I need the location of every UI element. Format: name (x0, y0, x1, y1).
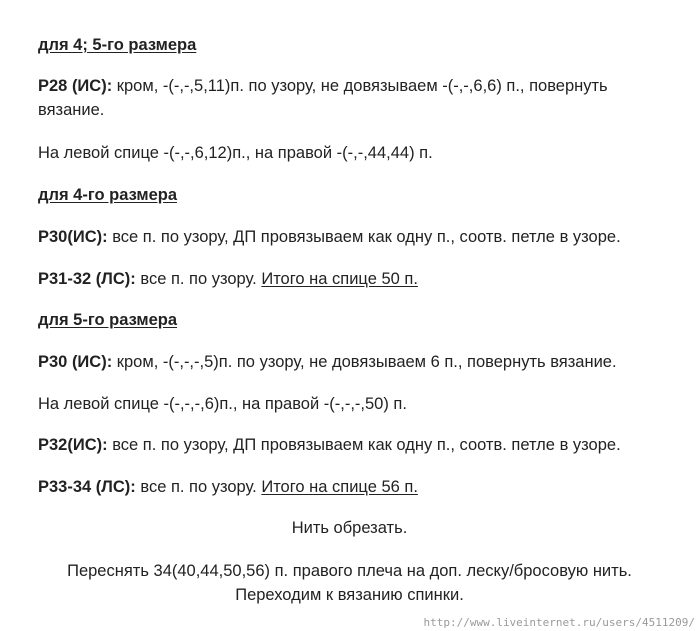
row-text: все п. по узору, ДП провязываем как одну п., соотв. петле в узоре. (107, 436, 621, 454)
row-28-instruction-continued: вязание. (38, 101, 105, 119)
section-heading-size-4-5: для 4; 5-го размера (38, 36, 197, 54)
section-heading-size-4: для 4-го размера (38, 186, 178, 204)
row-label: Р33-34 (ЛС): (38, 478, 136, 496)
row-text: все п. по узору. (135, 478, 262, 496)
row-text: кром, -(-,-,5,11)п. по узору, не довязываем -(-,-,6,6) п., повернуть (112, 77, 608, 95)
needle-distribution-text-size-5: На левой спице -(-,-,-,6)п., на правой -(-,-,-,50) п. (38, 395, 407, 413)
stitch-total: Итого на спице 50 п. (261, 270, 418, 288)
section-heading-size-5: для 5-го размера (38, 311, 178, 329)
row-label: Р30 (ИС): (38, 353, 113, 371)
transfer-stitches-text: Переснять 34(40,44,50,56) п. правого плеча на доп. леску/бросовую нить. (67, 562, 632, 580)
row-label: Р28 (ИС): (38, 77, 113, 95)
row-label: Р31-32 (ЛС): (38, 270, 136, 288)
row-28-instruction (38, 75, 608, 97)
row-30-instruction-size-5 (38, 351, 617, 373)
source-watermark: http://www.liveinternet.ru/users/4511209/ (423, 616, 695, 629)
stitch-total: Итого на спице 56 п. (261, 478, 418, 496)
row-text: кром, -(-,-,-,5)п. по узору, не довязываем 6 п., повернуть вязание. (112, 353, 617, 371)
needle-distribution-text: На левой спице -(-,-,6,12)п., на правой -(-,-,44,44) п. (38, 144, 433, 162)
row-32-instruction (38, 434, 621, 456)
next-step-text: Переходим к вязанию спинки. (235, 586, 464, 604)
row-33-34-instruction (38, 476, 418, 498)
row-30-instruction (38, 226, 621, 248)
row-label: Р30(ИС): (38, 228, 108, 246)
row-31-32-instruction (38, 268, 418, 290)
cut-thread-text: Нить обрезать. (291, 519, 408, 537)
row-label: Р32(ИС): (38, 436, 108, 454)
row-text: все п. по узору, ДП провязываем как одну п., соотв. петле в узоре. (107, 228, 621, 246)
row-text: все п. по узору. (135, 270, 262, 288)
